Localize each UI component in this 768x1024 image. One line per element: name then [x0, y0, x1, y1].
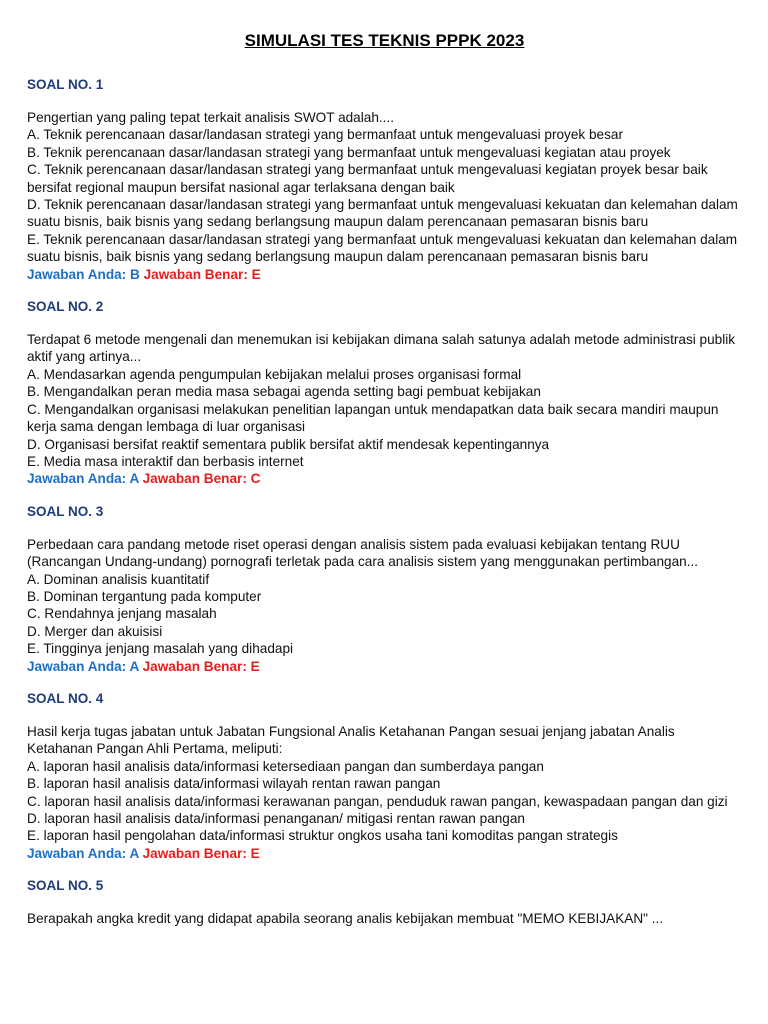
option-b: B. laporan hasil analisis data/informasi wilayah rentan rawan pangan — [27, 776, 441, 792]
option-c: C. Teknik perencanaan dasar/landasan strategi yang bermanfaat untuk mengevaluasi kegiatan proyek besar baik bersifat regional maupun bersifat nasional agar terlaksana dengan baik — [27, 162, 708, 195]
correct-answer-value: C — [250, 471, 261, 487]
option-d: D. Organisasi bersifat reaktif sementara publik bersifat aktif mendesak kepentingannya — [27, 436, 550, 452]
option-a: A. Mendasarkan agenda pengumpulan kebijakan melalui proses organisasi formal — [27, 366, 522, 382]
question-block — [27, 690, 742, 862]
correct-answer-label: Jawaban Benar: — [143, 266, 248, 282]
question-number: SOAL NO. 4 — [27, 690, 104, 706]
correct-answer-value: E — [250, 845, 260, 861]
question-number: SOAL NO. 1 — [27, 77, 104, 92]
option-e: E. Teknik perencanaan dasar/landasan strategi yang bermanfaat untuk mengevaluasi kekuatan dan kelemahan dalam suatu bisnis, baik bisnis yang sedang berlangsung maupun dalam perencanaan pemasaran bisnis baru — [27, 231, 738, 265]
question-block — [27, 503, 742, 675]
option-b: B. Dominan tergantung pada komputer — [27, 588, 262, 604]
answer-line — [27, 845, 742, 862]
answer-line — [27, 266, 742, 283]
option-c: C. laporan hasil analisis data/informasi kerawanan pangan, penduduk rawan pangan, kewaspadaan pangan dan gizi — [27, 793, 728, 809]
option-a: A. Teknik perencanaan dasar/landasan strategi yang bermanfaat untuk mengevaluasi proyek besar — [27, 127, 623, 143]
option-d: D. Merger dan akuisisi — [27, 623, 163, 639]
your-answer-value: A — [129, 658, 139, 674]
correct-answer-label: Jawaban Benar: — [142, 471, 247, 487]
option-c: C. Rendahnya jenjang masalah — [27, 606, 217, 622]
question-block — [27, 877, 742, 927]
option-e: E. Tingginya jenjang masalah yang dihadapi — [27, 641, 294, 657]
question-text: Hasil kerja tugas jabatan untuk Jabatan Fungsional Analis Ketahanan Pangan sesuai jenjang jabatan Analis Ketahanan Pangan Ahli Pertama, meliputi: — [27, 723, 675, 757]
document-title: SIMULASI TES TEKNIS PPPK 2023 — [244, 31, 525, 50]
your-answer-label: Jawaban Anda: — [27, 658, 127, 674]
question-text: Terdapat 6 metode mengenali dan menemukan isi kebijakan dimana salah satunya adalah metode administrasi publik aktif yang artinya... — [27, 332, 736, 365]
your-answer-value: B — [130, 266, 140, 282]
question-block — [27, 76, 742, 283]
question-text: Pengertian yang paling tepat terkait analisis SWOT adalah.... — [27, 110, 394, 125]
option-b: B. Mengandalkan peran media masa sebagai agenda setting bagi pembuat kebijakan — [27, 384, 541, 400]
question-text: Perbedaan cara pandang metode riset operasi dengan analisis sistem pada evaluasi kebijakan tentang RUU (Rancangan Undang-undang) pornografi terletak pada cara analisis sistem yang menggunakan pertimbangan... — [27, 536, 699, 570]
option-a: A. laporan hasil analisis data/informasi ketersediaan pangan dan sumberdaya pangan — [27, 758, 544, 774]
option-c: C. Mengandalkan organisasi melakukan penelitian lapangan untuk mendapatkan data baik secara mandiri maupun kerja sama dengan lembaga di luar organisasi — [27, 401, 719, 435]
question-text: Berapakah angka kredit yang didapat apabila seorang analis kebijakan membuat "MEMO KEBIJAKAN" ... — [27, 911, 664, 927]
option-e: E. Media masa interaktif dan berbasis internet — [27, 453, 304, 469]
option-a: A. Dominan analisis kuantitatif — [27, 571, 210, 587]
option-d: D. laporan hasil analisis data/informasi penanganan/ mitigasi rentan rawan pangan — [27, 811, 525, 826]
correct-answer-label: Jawaban Benar: — [142, 658, 247, 674]
option-b: B. Teknik perencanaan dasar/landasan strategi yang bermanfaat untuk mengevaluasi kegiatan atau proyek — [27, 144, 671, 160]
question-number: SOAL NO. 2 — [27, 299, 104, 315]
answer-line — [27, 658, 742, 675]
answer-line — [27, 470, 742, 487]
question-block — [27, 298, 742, 488]
question-number: SOAL NO. 5 — [27, 878, 104, 894]
option-d: D. Teknik perencanaan dasar/landasan strategi yang bermanfaat untuk mengevaluasi kekuatan dan kelemahan dalam suatu bisnis, baik bisnis yang sedang berlangsung maupun dalam perencanaan pemasaran bisnis baru — [27, 197, 738, 230]
your-answer-label: Jawaban Anda: — [27, 266, 127, 282]
your-answer-value: A — [129, 471, 139, 487]
your-answer-label: Jawaban Anda: — [27, 845, 127, 861]
question-number: SOAL NO. 3 — [27, 503, 104, 519]
correct-answer-value: E — [250, 658, 260, 674]
your-answer-value: A — [129, 845, 139, 861]
correct-answer-value: E — [251, 266, 261, 282]
option-e: E. laporan hasil pengolahan data/informasi struktur ongkos usaha tani komoditas pangan strategis — [27, 828, 618, 844]
your-answer-label: Jawaban Anda: — [27, 471, 127, 487]
correct-answer-label: Jawaban Benar: — [142, 845, 247, 861]
